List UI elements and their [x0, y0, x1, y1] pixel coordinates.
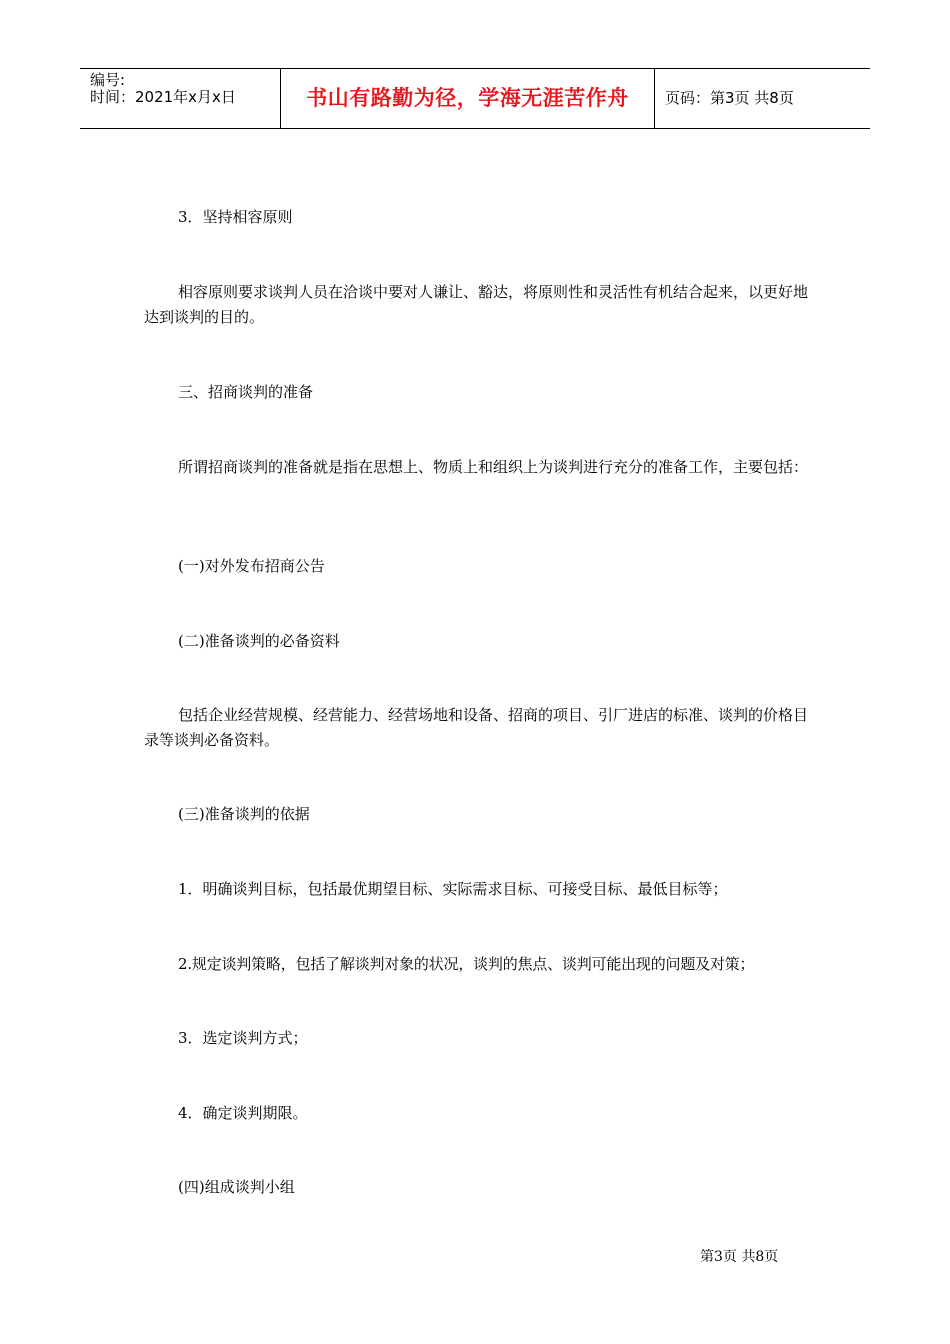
page-footer: 第3页 共8页 [700, 1249, 779, 1265]
paragraph: 包括企业经营规模、经营能力、经营场地和设备、招商的项目、引厂进店的标准、谈判的价格目录等谈判必备资料。 [144, 706, 809, 749]
header-page-number: 页码：第3页 共8页 [665, 89, 794, 107]
list-item: 2.规定谈判策略，包括了解谈判对象的状况，谈判的焦点、谈判可能出现的问题及对策； [178, 955, 755, 973]
paragraph: 所谓招商谈判的准备就是指在思想上、物质上和组织上为谈判进行充分的准备工作，主要包括： [178, 458, 809, 476]
list-item: 3．选定谈判方式； [178, 1029, 308, 1047]
paragraph: 3．坚持相容原则 [178, 208, 293, 226]
subsection-heading: (一)对外发布招商公告 [178, 557, 325, 575]
document-date-label: 时间：2021年x月x日 [90, 88, 236, 106]
document-number-label: 编号: [90, 71, 126, 89]
subsection-heading: (二)准备谈判的必备资料 [178, 632, 340, 650]
subsection-heading: (四)组成谈判小组 [178, 1178, 295, 1196]
header-motto: 书山有路勤为径，学海无涯苦作舟 [281, 69, 655, 128]
section-heading: 三、招商谈判的准备 [178, 383, 314, 401]
header-info-cell [80, 69, 281, 128]
subsection-heading: (三)准备谈判的依据 [178, 805, 310, 823]
paragraph: 相容原则要求谈判人员在洽谈中要对人谦让、豁达，将原则性和灵活性有机结合起来，以更好地达到谈判的目的。 [144, 283, 809, 326]
list-item: 4．确定谈判期限。 [178, 1104, 308, 1122]
list-item: 1．明确谈判目标，包括最优期望目标、实际需求目标、可接受目标、最低目标等； [178, 880, 728, 898]
page-header [80, 68, 870, 129]
